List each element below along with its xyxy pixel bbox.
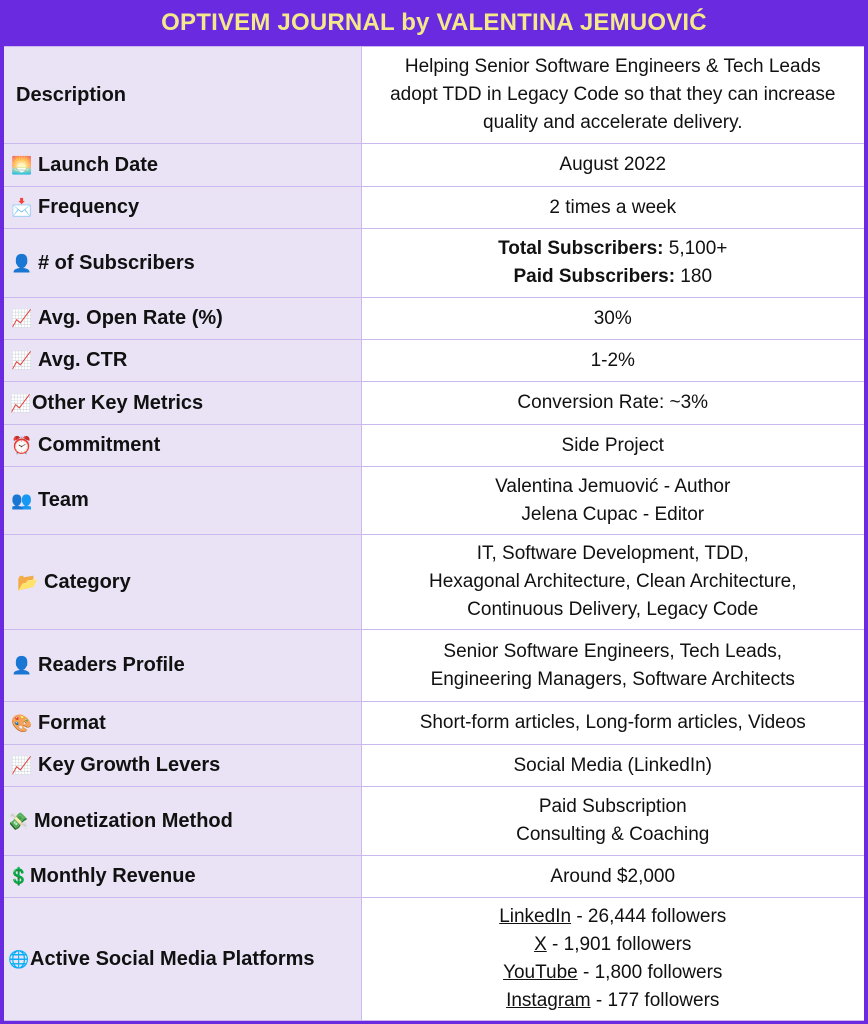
row-value: Short-form articles, Long-form articles, Videos xyxy=(419,712,806,733)
people-icon: 👥 xyxy=(11,491,33,510)
value-cell xyxy=(361,535,864,630)
palette-icon: 🎨 xyxy=(11,713,33,733)
chart-increasing-icon: 📈 xyxy=(10,393,32,413)
row-label: Description xyxy=(16,83,127,106)
value-cell xyxy=(361,187,864,229)
total-subscribers xyxy=(362,235,865,263)
paid-subscribers xyxy=(362,263,865,291)
chart-increasing-icon: 📈 xyxy=(11,351,33,370)
row-commitment xyxy=(4,425,864,467)
label-cell xyxy=(4,382,361,425)
value-cell xyxy=(361,898,864,1021)
label-cell xyxy=(4,47,361,144)
row-label: Active Social Media Platforms xyxy=(30,947,315,970)
value-cell xyxy=(361,229,864,298)
row-label: Avg. CTR xyxy=(38,349,128,371)
x-link[interactable]: X xyxy=(534,934,547,955)
person-icon: 👤 xyxy=(11,253,33,273)
row-value: Conversion Rate: ~3% xyxy=(517,392,709,413)
value-cell xyxy=(361,382,864,425)
label-cell xyxy=(4,856,361,898)
social-platform-item xyxy=(362,903,865,931)
value-cell xyxy=(361,856,864,898)
value-cell xyxy=(361,745,864,787)
row-label: # of Subscribers xyxy=(38,251,195,274)
chart-increasing-icon: 📈 xyxy=(11,756,33,775)
monetization-line: Paid Subscription xyxy=(538,796,687,817)
row-value: 2 times a week xyxy=(549,196,677,218)
label-cell xyxy=(4,467,361,535)
label-cell xyxy=(4,702,361,745)
platform-followers: - 1,901 followers xyxy=(546,934,692,955)
row-value: 30% xyxy=(593,307,632,329)
label-cell xyxy=(4,298,361,340)
label-cell xyxy=(4,425,361,467)
value-cell xyxy=(361,144,864,187)
label-cell xyxy=(4,787,361,856)
row-monthly-revenue xyxy=(4,856,864,898)
label-cell xyxy=(4,745,361,787)
readers-line: Engineering Managers, Software Architects xyxy=(430,668,795,690)
label-cell xyxy=(4,340,361,382)
value-cell xyxy=(361,702,864,745)
social-platform-item xyxy=(362,959,865,987)
value-cell xyxy=(361,425,864,467)
row-ctr xyxy=(4,340,864,382)
social-platform-item xyxy=(362,931,865,959)
row-value: Around $2,000 xyxy=(550,865,676,887)
row-description xyxy=(4,47,864,144)
row-label: Team xyxy=(38,489,89,511)
row-value: Side Project xyxy=(561,434,664,456)
value-cell xyxy=(361,467,864,535)
label-cell xyxy=(4,630,361,702)
chart-increasing-icon: 📈 xyxy=(11,309,33,328)
row-team xyxy=(4,467,864,535)
row-launch-date xyxy=(4,144,864,187)
instagram-link[interactable]: Instagram xyxy=(506,990,591,1011)
label-cell xyxy=(4,229,361,298)
row-monetization xyxy=(4,787,864,856)
money-wings-icon: 💸 xyxy=(7,811,29,831)
paid-subscribers-key: Paid Subscribers: xyxy=(513,266,676,287)
folder-icon: 📂 xyxy=(17,572,39,592)
paid-subscribers-value: 180 xyxy=(675,266,713,287)
sunrise-icon: 🌅 xyxy=(11,155,33,175)
row-frequency xyxy=(4,187,864,229)
platform-followers: - 26,444 followers xyxy=(571,906,727,927)
row-label: Other Key Metrics xyxy=(32,391,204,414)
globe-icon: 🌐 xyxy=(8,949,30,969)
category-line: IT, Software Development, TDD, xyxy=(476,543,749,564)
row-label: Frequency xyxy=(38,196,140,218)
row-value: 1-2% xyxy=(590,349,635,371)
label-cell xyxy=(4,898,361,1021)
platform-followers: - 177 followers xyxy=(590,990,720,1011)
value-cell xyxy=(361,340,864,382)
row-label: Monetization Method xyxy=(34,809,233,832)
dollar-sign-icon: 💲 xyxy=(8,867,30,886)
youtube-link[interactable]: YouTube xyxy=(503,962,578,983)
value-cell xyxy=(361,630,864,702)
row-label: Format xyxy=(38,711,106,734)
row-other-metrics xyxy=(4,382,864,425)
monetization-line: Consulting & Coaching xyxy=(516,824,710,845)
row-label: Commitment xyxy=(38,434,161,456)
row-label: Monthly Revenue xyxy=(30,865,196,887)
row-value: August 2022 xyxy=(559,154,667,175)
person-icon: 👤 xyxy=(11,656,33,675)
team-member: Valentina Jemuović - Author xyxy=(495,475,731,497)
row-social-platforms xyxy=(4,898,864,1021)
row-value: Social Media (LinkedIn) xyxy=(513,754,713,776)
value-cell xyxy=(361,298,864,340)
row-format xyxy=(4,702,864,745)
label-cell xyxy=(4,535,361,630)
linkedin-link[interactable]: LinkedIn xyxy=(499,906,572,927)
row-growth-levers xyxy=(4,745,864,787)
row-label: Category xyxy=(44,570,131,593)
description-line: quality and accelerate delivery. xyxy=(483,112,743,133)
team-member: Jelena Cupac - Editor xyxy=(521,503,705,525)
row-label: Readers Profile xyxy=(38,654,185,676)
total-subscribers-value: 5,100+ xyxy=(663,238,728,259)
page-title: OPTIVEM JOURNAL by VALENTINA JEMUOVIĆ xyxy=(161,9,707,36)
readers-line: Senior Software Engineers, Tech Leads, xyxy=(443,640,783,662)
row-label: Key Growth Levers xyxy=(38,754,221,776)
value-cell xyxy=(361,787,864,856)
total-subscribers-key: Total Subscribers: xyxy=(498,238,664,259)
row-label: Avg. Open Rate (%) xyxy=(38,307,223,329)
alarm-clock-icon: ⏰ xyxy=(11,436,33,455)
envelope-arrow-icon: 📩 xyxy=(11,198,33,217)
category-line: Continuous Delivery, Legacy Code xyxy=(467,599,759,620)
value-cell xyxy=(361,47,864,144)
platform-followers: - 1,800 followers xyxy=(577,962,723,983)
description-line: Helping Senior Software Engineers & Tech Leads xyxy=(404,56,821,77)
description-line: adopt TDD in Legacy Code so that they can increase xyxy=(390,84,836,105)
category-line: Hexagonal Architecture, Clean Architecture, xyxy=(428,571,797,592)
label-cell xyxy=(4,144,361,187)
row-subscribers xyxy=(4,229,864,298)
row-label: Launch Date xyxy=(38,153,159,176)
journal-info-table xyxy=(4,46,864,1021)
social-platform-item xyxy=(362,987,865,1015)
row-category xyxy=(4,535,864,630)
row-readers-profile xyxy=(4,630,864,702)
row-open-rate xyxy=(4,298,864,340)
label-cell xyxy=(4,187,361,229)
